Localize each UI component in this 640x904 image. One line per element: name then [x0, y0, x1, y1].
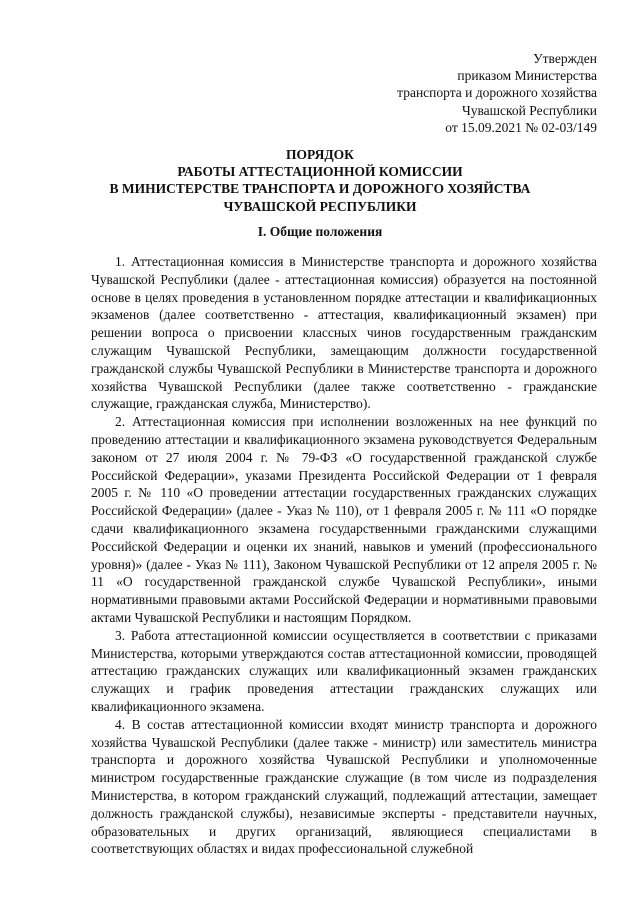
approval-date-number: от 15.09.2021 № 02-03/149 [445, 119, 597, 135]
paragraph-1: 1. Аттестационная комиссия в Министерстве транспорта и дорожного хозяйства Чувашской Республики (далее - аттестационная комиссия) образуется на постоянной основе в целях проведения в установленном порядке аттестации и квалификационных экзаменов (далее соответственно - аттестация, квалификационный экзамен) при решении вопроса о присвоении классных чинов государственным гражданским служащим Чувашской Республики, замещающим должности государственной гражданской службы Чувашской Республики в Министерстве транспорта и дорожного хозяйства Чувашской Республики (далее также соответственно - гражданские служащие, гражданская служба, Министерство). [91, 254, 597, 412]
paragraph-4: 4. В состав аттестационной комиссии входят министр транспорта и дорожного хозяйства Чувашской Республики (далее также - министр) или заместитель министра транспорта и дорожного хозяйства Чувашской Республики и уполномоченные министром государственные гражданские служащие (в том числе из подразделения Министерства, в котором гражданский служащий, подлежащий аттестации, замещает должность гражданской службы), независимые эксперты - представители научных, образовательных и других организаций, являющиеся специалистами в соответствующих областях и видах профессиональной служебной [91, 716, 597, 857]
approval-line: транспорта и дорожного хозяйства [397, 85, 597, 101]
approval-block [397, 50, 597, 136]
title-line: РАБОТЫ АТТЕСТАЦИОННОЙ КОМИССИИ [177, 164, 463, 180]
approval-line: Чувашской Республики [461, 102, 597, 118]
title-line: ПОРЯДОК [286, 147, 354, 162]
paragraph-3: 3. Работа аттестационной комиссии осуществляется в соответствии с приказами Министерства, которыми утверждаются состав аттестационной комиссии, проводящей аттестацию гражданских служащих или квалификационный экзамен гражданских служащих и график проведения аттестации гражданских служащих или квалификационного экзамена. [91, 627, 597, 714]
document-body [91, 253, 597, 858]
title-line: В МИНИСТЕРСТВЕ ТРАНСПОРТА И ДОРОЖНОГО ХОЗЯЙСТВА [109, 181, 531, 197]
document-title [0, 146, 640, 215]
paragraph-2: 2. Аттестационная комиссия при исполнении возложенных на нее функций по проведению аттестации и квалификационного экзамена руководствуется Федеральным законом от 27 июля 2004 г. № 79-ФЗ «О государственной гражданской службе Российской Федерации», указами Президента Российской Федерации от 1 февраля 2005 г. № 110 «О проведении аттестации государственных гражданских служащих Российской Федерации» (далее - Указ № 110), от 1 февраля 2005 г. № 111 «О порядке сдачи квалификационного экзамена государственными гражданскими служащими Российской Федерации и оценки их знаний, навыков и умений (профессионального уровня)» (далее - Указ № 111), Законом Чувашской Республики от 12 апреля 2005 г. № 11 «О государственной гражданской службе Чувашской Республики», иными нормативными правовыми актами Российской Федерации и нормативными правовыми актами Чувашской Республики и настоящим Порядком. [91, 414, 597, 625]
approval-line: приказом Министерства [457, 68, 597, 84]
approval-line: Утвержден [533, 51, 597, 66]
section-heading: I. Общие положения [257, 224, 383, 239]
title-line: ЧУВАШСКОЙ РЕСПУБЛИКИ [223, 198, 417, 214]
